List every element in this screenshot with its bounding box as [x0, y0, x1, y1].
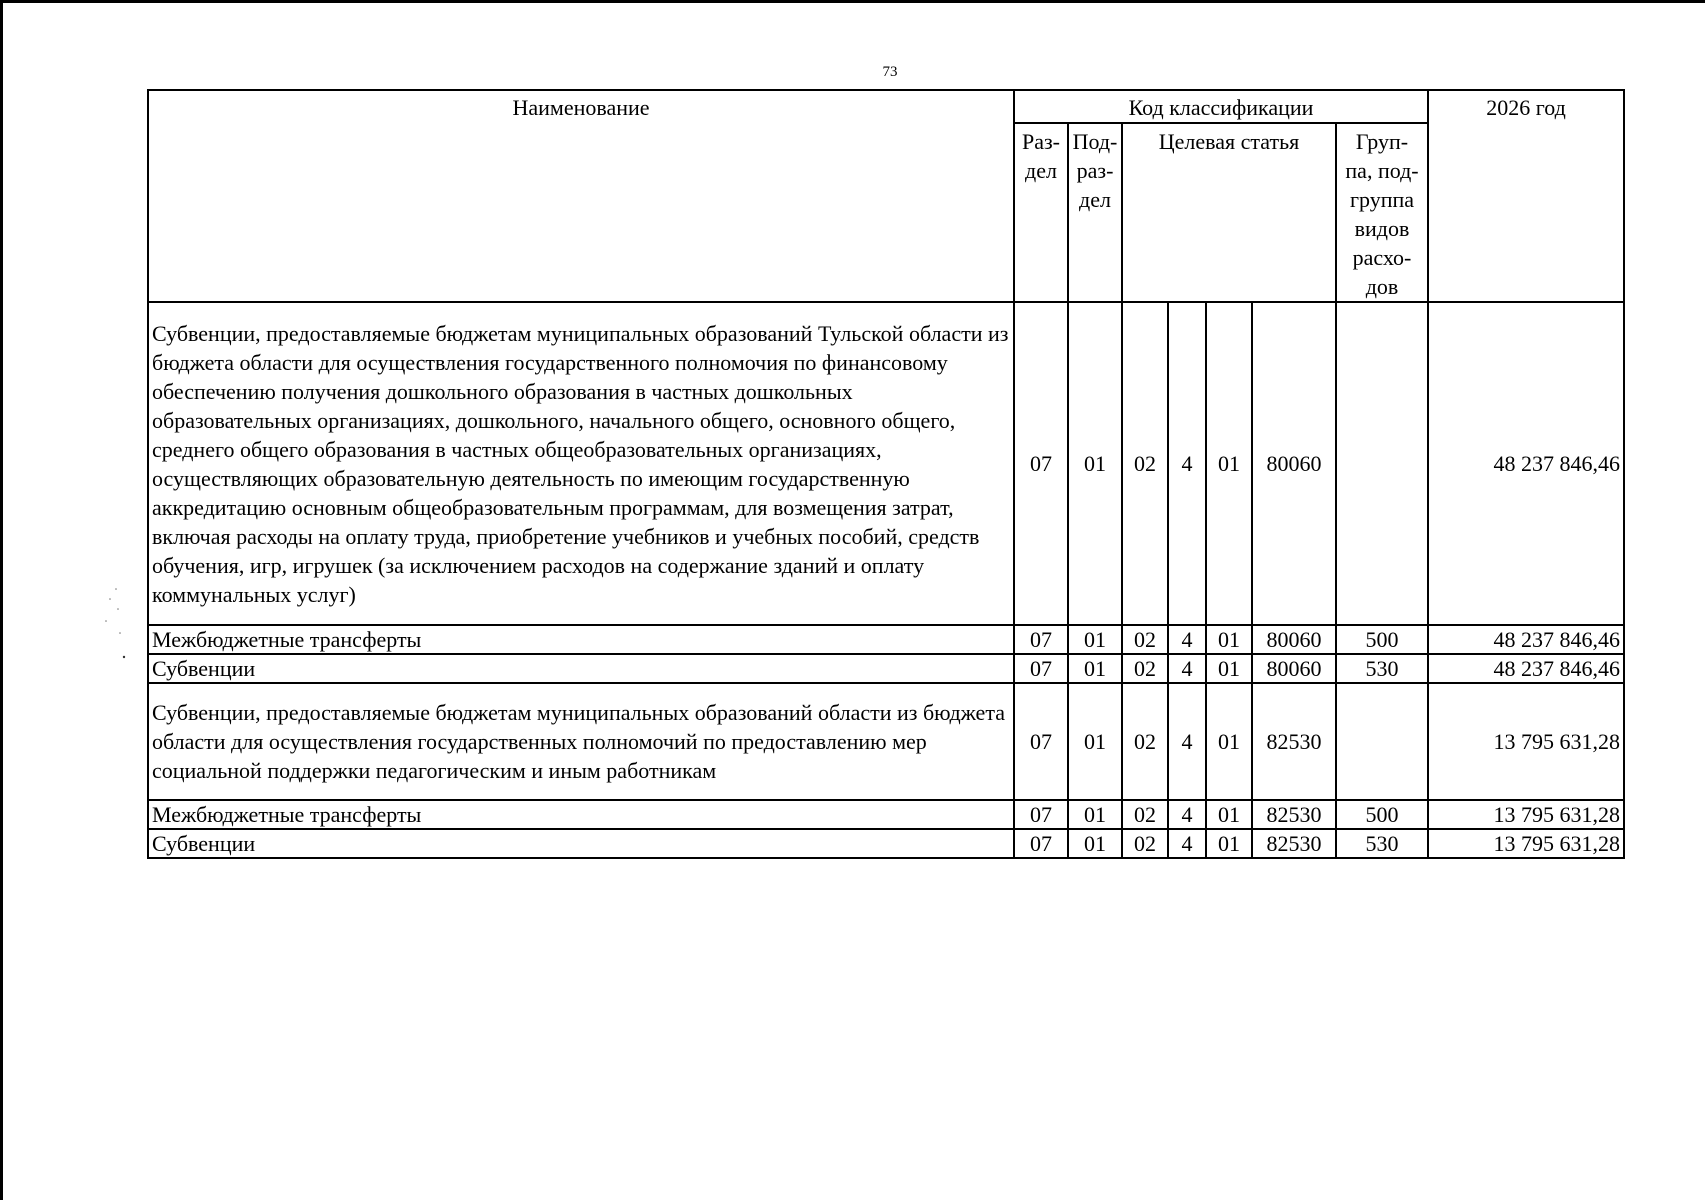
scan-border-left: [0, 0, 3, 1200]
scan-border-top: [0, 0, 1705, 3]
row-amount: 48 237 846,46: [1428, 302, 1624, 625]
row-name: Субвенции, предоставляемые бюджетам муниципальных образований области из бюджета области для осуществления государственных полномочий по предоставлению мер социальной поддержки педагогическим и иным работникам: [148, 683, 1014, 800]
row-name: Субвенции, предоставляемые бюджетам муниципальных образований Тульской области из бюджета области для осуществления государственного полномочия по финансовому обеспечению получения дошкольного образования в частных дошкольных образовательных организациях, дошкольного, начального общего, основного общего, среднего общего образования в частных общеобразовательных организациях, осуществляющих образовательную деятельность по имеющим государственную аккредитацию основным общеобразовательным программам, для возмещения затрат, включая расходы на оплату труда, приобретение учебников и учебных пособий, средств обучения, игр, игрушек (за исключением расходов на содержание зданий и оплату коммунальных услуг): [148, 302, 1014, 625]
row-expense-group: 530: [1336, 654, 1428, 683]
row-target-event: 01: [1206, 654, 1252, 683]
row-section: 07: [1014, 302, 1068, 625]
row-target-direction: 82530: [1252, 683, 1336, 800]
row-subsection: 01: [1068, 829, 1122, 858]
table-row: [148, 683, 1624, 800]
row-amount: 48 237 846,46: [1428, 654, 1624, 683]
table-row: [148, 654, 1624, 683]
row-target-program: 02: [1122, 625, 1168, 654]
row-subsection: 01: [1068, 625, 1122, 654]
row-target-event: 01: [1206, 683, 1252, 800]
row-target-direction: 82530: [1252, 800, 1336, 829]
row-amount: 48 237 846,46: [1428, 625, 1624, 654]
row-target-direction: 80060: [1252, 302, 1336, 625]
row-target-event: 01: [1206, 829, 1252, 858]
row-subsection: 01: [1068, 683, 1122, 800]
page-number: 73: [882, 64, 898, 80]
row-expense-group: 530: [1336, 829, 1428, 858]
row-section: 07: [1014, 625, 1068, 654]
row-amount: 13 795 631,28: [1428, 829, 1624, 858]
row-target-program: 02: [1122, 800, 1168, 829]
header-section: Раз- дел: [1014, 123, 1068, 302]
row-target-type: 4: [1168, 302, 1206, 625]
table-row: [148, 302, 1624, 625]
row-section: 07: [1014, 800, 1068, 829]
row-amount: 13 795 631,28: [1428, 683, 1624, 800]
row-target-type: 4: [1168, 654, 1206, 683]
table-row: [148, 625, 1624, 654]
row-target-direction: 82530: [1252, 829, 1336, 858]
row-target-direction: 80060: [1252, 654, 1336, 683]
row-expense-group: [1336, 683, 1428, 800]
header-year: 2026 год: [1428, 90, 1624, 302]
row-amount: 13 795 631,28: [1428, 800, 1624, 829]
budget-table: [147, 89, 1625, 859]
row-target-program: 02: [1122, 829, 1168, 858]
header-subsection: Под- раз- дел: [1068, 123, 1122, 302]
row-target-direction: 80060: [1252, 625, 1336, 654]
table-row: [148, 829, 1624, 858]
row-section: 07: [1014, 683, 1068, 800]
header-row-1: [148, 90, 1624, 123]
header-expense-group: Груп- па, под- группа видов расхо- дов: [1336, 123, 1428, 302]
header-name: Наименование: [148, 90, 1014, 302]
row-section: 07: [1014, 654, 1068, 683]
row-target-type: 4: [1168, 800, 1206, 829]
row-target-event: 01: [1206, 625, 1252, 654]
row-target-type: 4: [1168, 625, 1206, 654]
row-expense-group: [1336, 302, 1428, 625]
row-target-event: 01: [1206, 800, 1252, 829]
row-subsection: 01: [1068, 302, 1122, 625]
table-row: [148, 800, 1624, 829]
row-target-type: 4: [1168, 683, 1206, 800]
row-target-event: 01: [1206, 302, 1252, 625]
row-expense-group: 500: [1336, 625, 1428, 654]
row-name: Субвенции: [148, 829, 1014, 858]
row-target-program: 02: [1122, 683, 1168, 800]
row-section: 07: [1014, 829, 1068, 858]
header-target-article: Целевая статья: [1122, 123, 1336, 302]
scan-dots: [96, 585, 126, 665]
row-target-program: 02: [1122, 302, 1168, 625]
row-subsection: 01: [1068, 800, 1122, 829]
row-target-type: 4: [1168, 829, 1206, 858]
header-classification-code: Код классификации: [1014, 90, 1428, 123]
row-name: Межбюджетные трансферты: [148, 800, 1014, 829]
row-subsection: 01: [1068, 654, 1122, 683]
row-target-program: 02: [1122, 654, 1168, 683]
row-name: Субвенции: [148, 654, 1014, 683]
row-expense-group: 500: [1336, 800, 1428, 829]
row-name: Межбюджетные трансферты: [148, 625, 1014, 654]
